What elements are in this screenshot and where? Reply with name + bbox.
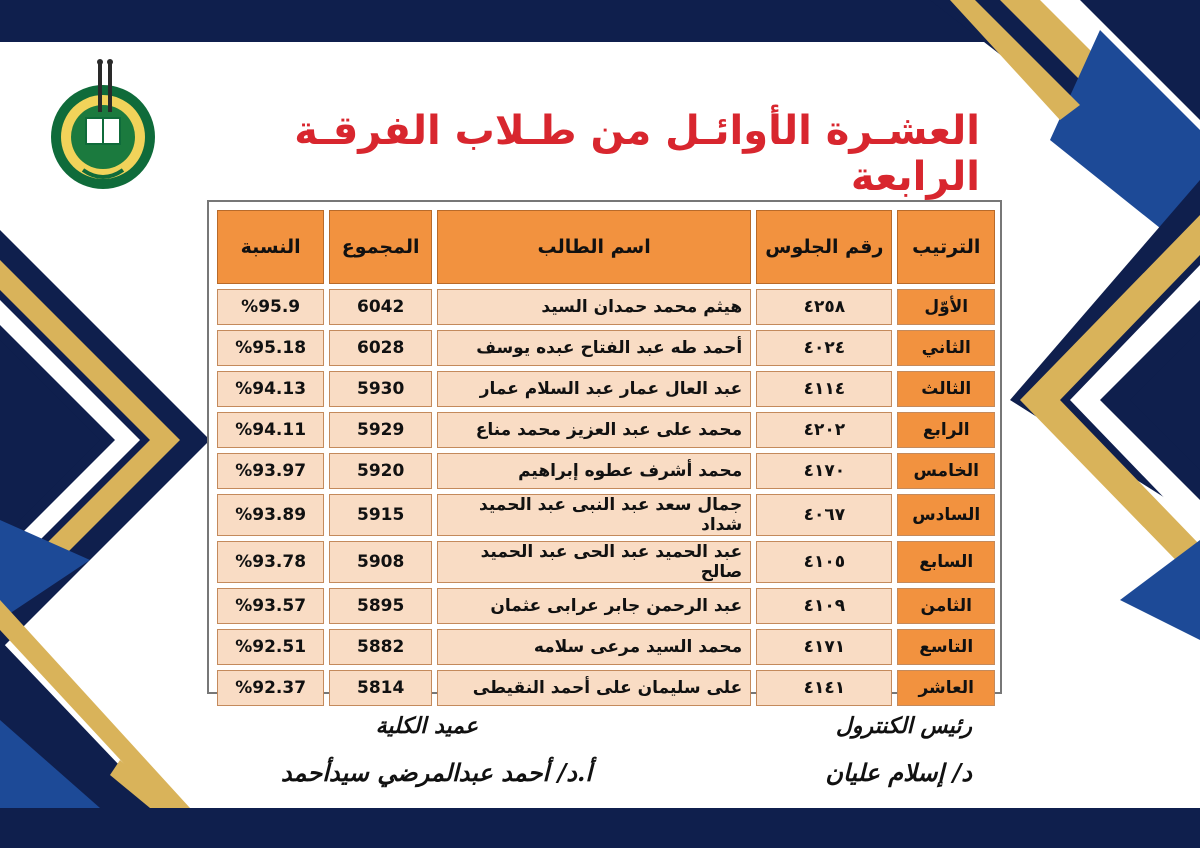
- seat-number-cell: ٤٢٠٢: [756, 412, 892, 448]
- student-name-cell: محمد أشرف عطوه إبراهيم: [437, 453, 751, 489]
- seat-number-cell: ٤١٠٥: [756, 541, 892, 583]
- table-row: [217, 588, 995, 624]
- rank-cell: التاسع: [897, 629, 995, 665]
- header-rank: الترتيب: [897, 210, 995, 284]
- percentage-cell: %92.51: [217, 629, 324, 665]
- seat-number-cell: ٤١٧١: [756, 629, 892, 665]
- table-header-row: [217, 210, 995, 284]
- total-cell: 6028: [329, 330, 432, 366]
- header-student-name: اسم الطالب: [437, 210, 751, 284]
- total-cell: 5920: [329, 453, 432, 489]
- student-name-cell: هيثم محمد حمدان السيد: [437, 289, 751, 325]
- college-seal-icon: [28, 52, 178, 202]
- student-name-cell: جمال سعد عبد النبى عبد الحميد شداد: [437, 494, 751, 536]
- student-name-cell: عبد الحميد عبد الحى عبد الحميد صالح: [437, 541, 751, 583]
- rank-cell: الخامس: [897, 453, 995, 489]
- student-name-cell: محمد السيد مرعى سلامه: [437, 629, 751, 665]
- percentage-cell: %95.18: [217, 330, 324, 366]
- rank-cell: العاشر: [897, 670, 995, 706]
- seat-number-cell: ٤٠٢٤: [756, 330, 892, 366]
- rank-cell: السابع: [897, 541, 995, 583]
- rank-cell: الثامن: [897, 588, 995, 624]
- top-students-table: [212, 205, 1000, 711]
- student-name-cell: محمد على عبد العزيز محمد مناع: [437, 412, 751, 448]
- table-row: [217, 330, 995, 366]
- total-cell: 5895: [329, 588, 432, 624]
- table-row: [217, 453, 995, 489]
- total-cell: 5814: [329, 670, 432, 706]
- table-row: [217, 412, 995, 448]
- student-name-cell: على سليمان على أحمد النقيطى: [437, 670, 751, 706]
- seat-number-cell: ٤٠٦٧: [756, 494, 892, 536]
- dean-name: أ.د/ أحمد عبدالمرضي سيدأحمد: [280, 758, 592, 787]
- header-total: المجموع: [329, 210, 432, 284]
- rank-cell: الرابع: [897, 412, 995, 448]
- total-cell: 6042: [329, 289, 432, 325]
- dean-title: عميد الكلية: [375, 713, 478, 739]
- percentage-cell: %94.11: [217, 412, 324, 448]
- student-name-cell: أحمد طه عبد الفتاح عبده يوسف: [437, 330, 751, 366]
- seat-number-cell: ٤٢٥٨: [756, 289, 892, 325]
- seat-number-cell: ٤١٠٩: [756, 588, 892, 624]
- total-cell: 5908: [329, 541, 432, 583]
- header-percentage: النسبة: [217, 210, 324, 284]
- table-row: [217, 289, 995, 325]
- percentage-cell: %95.9: [217, 289, 324, 325]
- top-students-table-frame: [207, 200, 1002, 698]
- control-head-title: رئيس الكنترول: [835, 713, 972, 739]
- rank-cell: الثالث: [897, 371, 995, 407]
- percentage-cell: %93.57: [217, 588, 324, 624]
- table-row: [217, 670, 995, 706]
- percentage-cell: %93.89: [217, 494, 324, 536]
- student-name-cell: عبد الرحمن جابر عرابى عثمان: [437, 588, 751, 624]
- total-cell: 5929: [329, 412, 432, 448]
- percentage-cell: %94.13: [217, 371, 324, 407]
- table-row: [217, 541, 995, 583]
- rank-cell: الثاني: [897, 330, 995, 366]
- percentage-cell: %93.97: [217, 453, 324, 489]
- percentage-cell: %93.78: [217, 541, 324, 583]
- student-name-cell: عبد العال عمار عبد السلام عمار: [437, 371, 751, 407]
- control-head-name: د/ إسلام عليان: [825, 758, 972, 787]
- rank-cell: الأوّل: [897, 289, 995, 325]
- seat-number-cell: ٤١٧٠: [756, 453, 892, 489]
- total-cell: 5930: [329, 371, 432, 407]
- header-seat-number: رقم الجلوس: [756, 210, 892, 284]
- page-title: العشـرة الأوائـل من طـلاب الفرقـة الرابعة: [294, 108, 980, 200]
- table-row: [217, 629, 995, 665]
- table-row: [217, 494, 995, 536]
- total-cell: 5882: [329, 629, 432, 665]
- percentage-cell: %92.37: [217, 670, 324, 706]
- seat-number-cell: ٤١٤١: [756, 670, 892, 706]
- rank-cell: السادس: [897, 494, 995, 536]
- table-row: [217, 371, 995, 407]
- total-cell: 5915: [329, 494, 432, 536]
- seat-number-cell: ٤١١٤: [756, 371, 892, 407]
